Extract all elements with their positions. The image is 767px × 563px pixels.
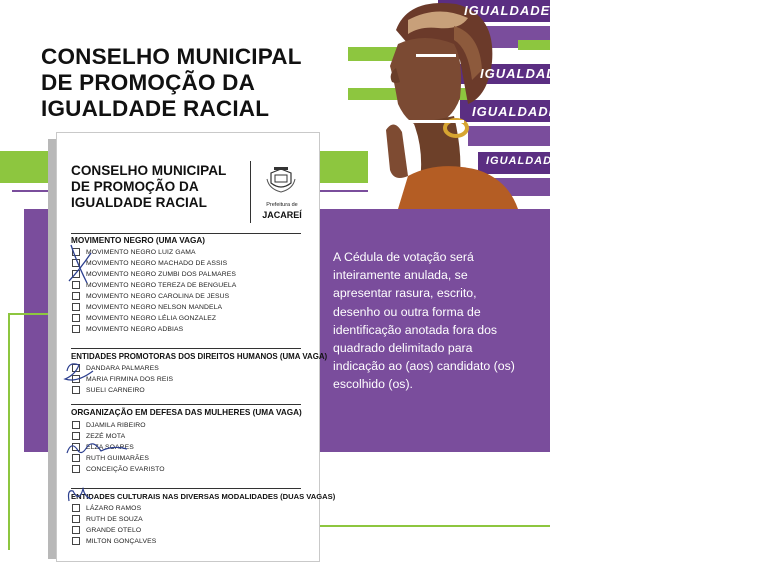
page-title-line-1: CONSELHO MUNICIPAL [41, 44, 302, 69]
candidate-label: MOVIMENTO NEGRO LÉLIA GONZALEZ [86, 314, 217, 322]
stripe-text-2: IGUALDADE . IGUALDADE . IGUALDADE [480, 66, 767, 81]
ballot-title-line-1: CONSELHO MUNICIPAL [71, 163, 227, 178]
candidate-label: MOVIMENTO NEGRO ADBIAS [86, 325, 184, 333]
section-title-culturais: ENTIDADES CULTURAIS NAS DIVERSAS MODALIDADES (DUAS VAGAS) [71, 492, 336, 501]
candidate-label: ELZA SOARES [86, 443, 134, 451]
page-title [41, 44, 341, 122]
ballot-title-line-2: DE PROMOÇÃO DA [71, 179, 199, 194]
candidate-label: MILTON GONÇALVES [86, 537, 157, 545]
candidate-label: SUELI CARNEIRO [86, 386, 145, 394]
page-title-line-2: DE PROMOÇÃO DA [41, 70, 256, 95]
stripe-text-1: IGUALDADE . IGUALDADE . IGUALDADE [464, 3, 751, 18]
ballot-card [56, 132, 336, 562]
woman-photo [368, 0, 767, 209]
candidate-label: RUTH DE SOUZA [86, 515, 143, 523]
candidate-label: GRANDE OTELO [86, 526, 142, 534]
city-label: JACAREÍ [262, 210, 302, 220]
section-title-mulheres: ORGANIZAÇÃO EM DEFESA DAS MULHERES (UMA VAGA) [71, 408, 302, 417]
candidate-label: RUTH GUIMARÃES [86, 454, 149, 462]
prefeitura-label: Prefeitura de [266, 202, 298, 208]
candidate-label: MOVIMENTO NEGRO TEREZA DE BENGUELA [86, 281, 237, 289]
stripe-text-3: IGUALDADE . IGUALDADE . IGUALDADE [472, 104, 759, 119]
candidate-label: MOVIMENTO NEGRO LUIZ GAMA [86, 248, 196, 256]
candidate-label: ZEZÉ MOTA [86, 432, 126, 440]
candidate-label: LÁZARO RAMOS [86, 504, 142, 512]
candidate-label: CONCEIÇÃO EVARISTO [86, 465, 165, 473]
section-title-movimento-negro: MOVIMENTO NEGRO (UMA VAGA) [71, 236, 206, 245]
stripe-text-4: IGUALDADE . IGUALDADE . IGUALDADE [486, 155, 734, 167]
annulment-notice: A Cédula de votação será inteiramente anulada, se apresentar rasura, escrito, desenho ou outra forma de identificação anotada fora dos quadrado delimitado para indicação ao (aos) candidato (os) escolhido (os). [333, 250, 515, 392]
candidate-label: MOVIMENTO NEGRO NELSON MANDELA [86, 303, 223, 311]
candidate-label: DJAMILA RIBEIRO [86, 421, 146, 429]
ballot-title-line-3: IGUALDADE RACIAL [71, 195, 207, 210]
green-frame-left [8, 313, 10, 550]
candidate-label: DANDARA PALMARES [86, 364, 159, 372]
green-frame-bottom [318, 525, 550, 527]
candidate-label: MARIA FIRMINA DOS REIS [86, 375, 174, 383]
pen-marks [57, 133, 321, 563]
page-title-line-3: IGUALDADE RACIAL [41, 96, 270, 121]
candidate-label: MOVIMENTO NEGRO ZUMBI DOS PALMARES [86, 270, 237, 278]
candidate-label: MOVIMENTO NEGRO CAROLINA DE JESUS [86, 292, 230, 300]
section-title-direitos-humanos: ENTIDADES PROMOTORAS DOS DIREITOS HUMANOS (UMA VAGA) [71, 352, 328, 361]
candidate-label: MOVIMENTO NEGRO MACHADO DE ASSIS [86, 259, 228, 267]
